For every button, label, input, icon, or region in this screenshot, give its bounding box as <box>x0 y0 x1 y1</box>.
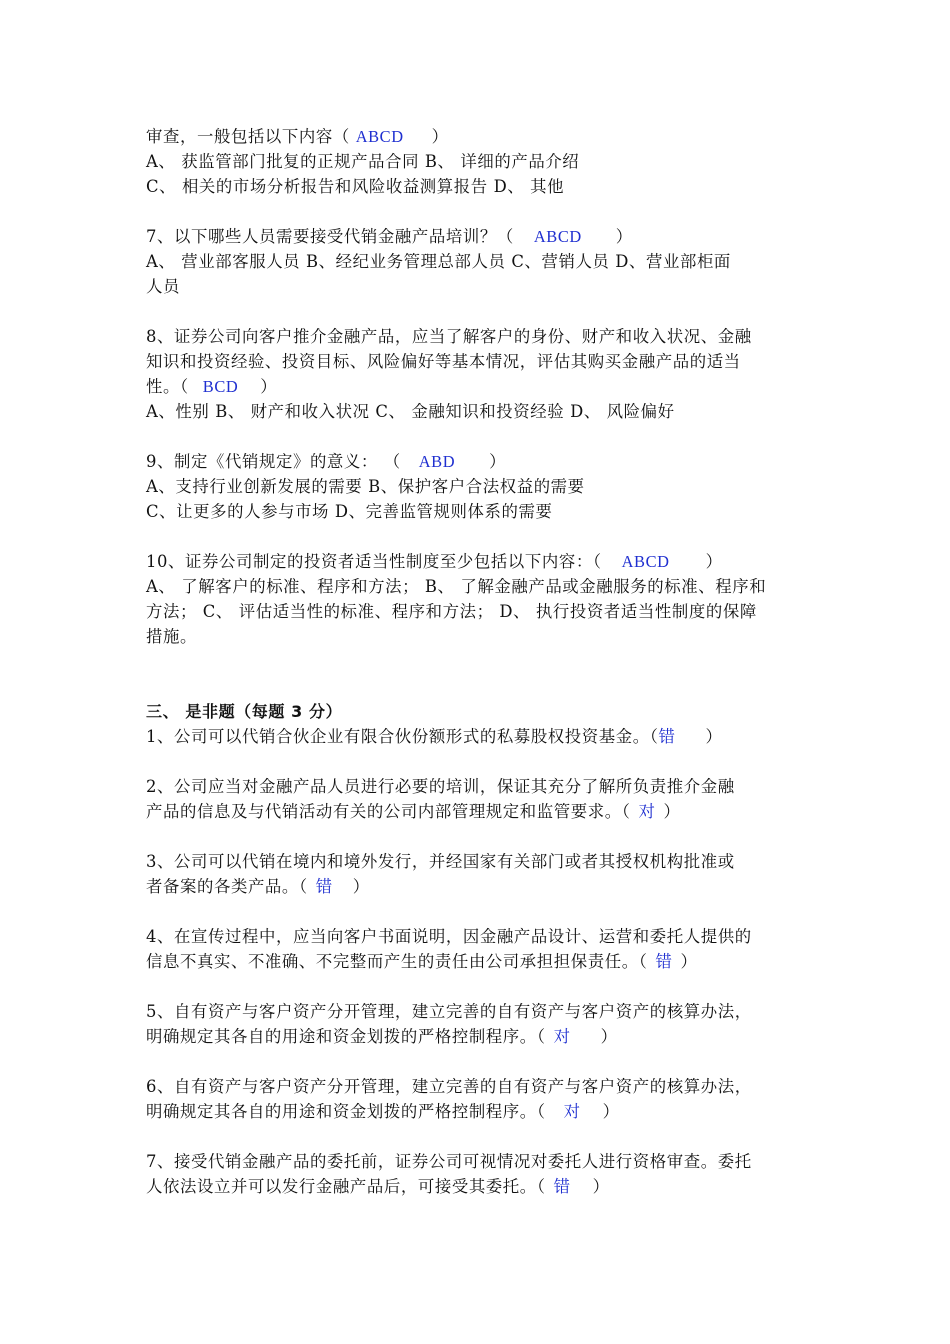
tf3-close: ） <box>352 877 370 896</box>
q8-stem-end: 性。（ <box>146 377 189 396</box>
q9-options-2: C、让更多的人参与市场 D、完善监管规则体系的需要 <box>146 502 553 521</box>
q10-close: ） <box>705 552 723 571</box>
q6-stem-text: 审查，一般包括以下内容（ <box>146 127 350 146</box>
tf6-close: ） <box>602 1102 620 1121</box>
tf7-text: 人依法设立并可以发行金融产品后，可接受其委托。（ <box>146 1177 546 1196</box>
q9-stem-text: 9、制定《代销规定》的意义： （ <box>146 452 401 471</box>
tf7-line-1: 7、接受代销金融产品的委托前，证券公司可视情况对委托人进行资格审查。委托 <box>146 1152 752 1171</box>
tf5-close: ） <box>600 1027 618 1046</box>
q10-options-3: 措施。 <box>146 627 197 646</box>
tf4-text: 信息不真实、不准确、不完整而产生的责任由公司承担担保责任。（ <box>146 952 648 971</box>
q9-close: ） <box>489 452 507 471</box>
tf1-text: 1、公司可以代销合伙企业有限合伙份额形式的私募股权投资基金。（ <box>146 727 659 746</box>
q9-answer: ABD <box>418 452 456 471</box>
tf4-close: ） <box>680 952 698 971</box>
tf2-close: ） <box>663 802 681 821</box>
exam-content <box>146 124 811 1199</box>
q10-answer: ABCD <box>621 552 670 571</box>
tf6-line-1: 6、自有资产与客户资产分开管理，建立完善的自有资产与客户资产的核算办法， <box>146 1077 752 1096</box>
tf7-close: ） <box>592 1177 610 1196</box>
tf5-answer: 对 <box>553 1027 571 1046</box>
q6-answer: ABCD <box>355 127 404 146</box>
q8-line-3 <box>146 374 811 399</box>
q10-stem <box>146 549 811 574</box>
q8-line-2: 知识和投资经验、投资目标、风险偏好等基本情况，评估其购买金融产品的适当 <box>146 352 741 371</box>
q9-options-1: A、支持行业创新发展的需要 B、保护客户合法权益的需要 <box>146 477 585 496</box>
q8-line-1: 8、证券公司向客户推介金融产品，应当了解客户的身份、财产和收入状况、金融 <box>146 327 752 346</box>
tf4-line-1: 4、在宣传过程中，应当向客户书面说明，因金融产品设计、运营和委托人提供的 <box>146 927 752 946</box>
q6-options-1: A、 获监管部门批复的正规产品合同 B、 详细的产品介绍 <box>146 152 580 171</box>
section-3-title: 三、 是非题（每题 3 分） <box>146 702 343 721</box>
q6-close: ） <box>431 127 449 146</box>
q10-options-2: 方法； C、 评估适当性的标准、程序和方法； D、 执行投资者适当性制度的保障 <box>146 602 757 621</box>
tf5-text: 明确规定其各自的用途和资金划拨的严格控制程序。（ <box>146 1027 546 1046</box>
tf1-close: ） <box>705 727 723 746</box>
tf4-answer: 错 <box>655 952 673 971</box>
tf2-text: 产品的信息及与代销活动有关的公司内部管理规定和监管要求。（ <box>146 802 631 821</box>
q8-answer: BCD <box>202 377 239 396</box>
tf1-answer: 错 <box>658 727 676 746</box>
q7-options-2: 人员 <box>146 277 180 296</box>
q7-stem <box>146 224 811 249</box>
tf4-line-2 <box>146 949 811 974</box>
tf2-line-2 <box>146 799 811 824</box>
tf3-line-1: 3、公司可以代销在境内和境外发行，并经国家有关部门或者其授权机构批准或 <box>146 852 735 871</box>
q7-answer: ABCD <box>533 227 582 246</box>
tf2-line-1: 2、公司应当对金融产品人员进行必要的培训，保证其充分了解所负责推介金融 <box>146 777 735 796</box>
q9-stem <box>146 449 811 474</box>
tf5-line-1: 5、自有资产与客户资产分开管理，建立完善的自有资产与客户资产的核算办法， <box>146 1002 752 1021</box>
tf5-line-2 <box>146 1024 811 1049</box>
tf3-answer: 错 <box>315 877 333 896</box>
q6-stem <box>146 124 811 149</box>
q6-options-2: C、 相关的市场分析报告和风险收益测算报告 D、 其他 <box>146 177 565 196</box>
tf6-text: 明确规定其各自的用途和资金划拨的严格控制程序。（ <box>146 1102 546 1121</box>
tf7-answer: 错 <box>553 1177 571 1196</box>
tf1-line-1 <box>146 724 811 749</box>
q10-options-1: A、 了解客户的标准、程序和方法； B、 了解金融产品或金融服务的标准、程序和 <box>146 577 767 596</box>
tf6-answer: 对 <box>563 1102 581 1121</box>
q7-close: ） <box>615 227 633 246</box>
q8-options-1: A、性别 B、 财产和收入状况 C、 金融知识和投资经验 D、 风险偏好 <box>146 402 675 421</box>
q7-stem-text: 7、以下哪些人员需要接受代销金融产品培训？（ <box>146 227 514 246</box>
q8-close: ） <box>260 377 278 396</box>
q7-options-1: A、 营业部客服人员 B、经纪业务管理总部人员 C、营销人员 D、营业部柜面 <box>146 252 731 271</box>
tf2-answer: 对 <box>638 802 656 821</box>
q10-stem-text: 10、证券公司制定的投资者适当性制度至少包括以下内容：（ <box>146 552 602 571</box>
tf3-text: 者备案的各类产品。（ <box>146 877 308 896</box>
tf7-line-2 <box>146 1174 811 1199</box>
tf3-line-2 <box>146 874 811 899</box>
tf6-line-2 <box>146 1099 811 1124</box>
